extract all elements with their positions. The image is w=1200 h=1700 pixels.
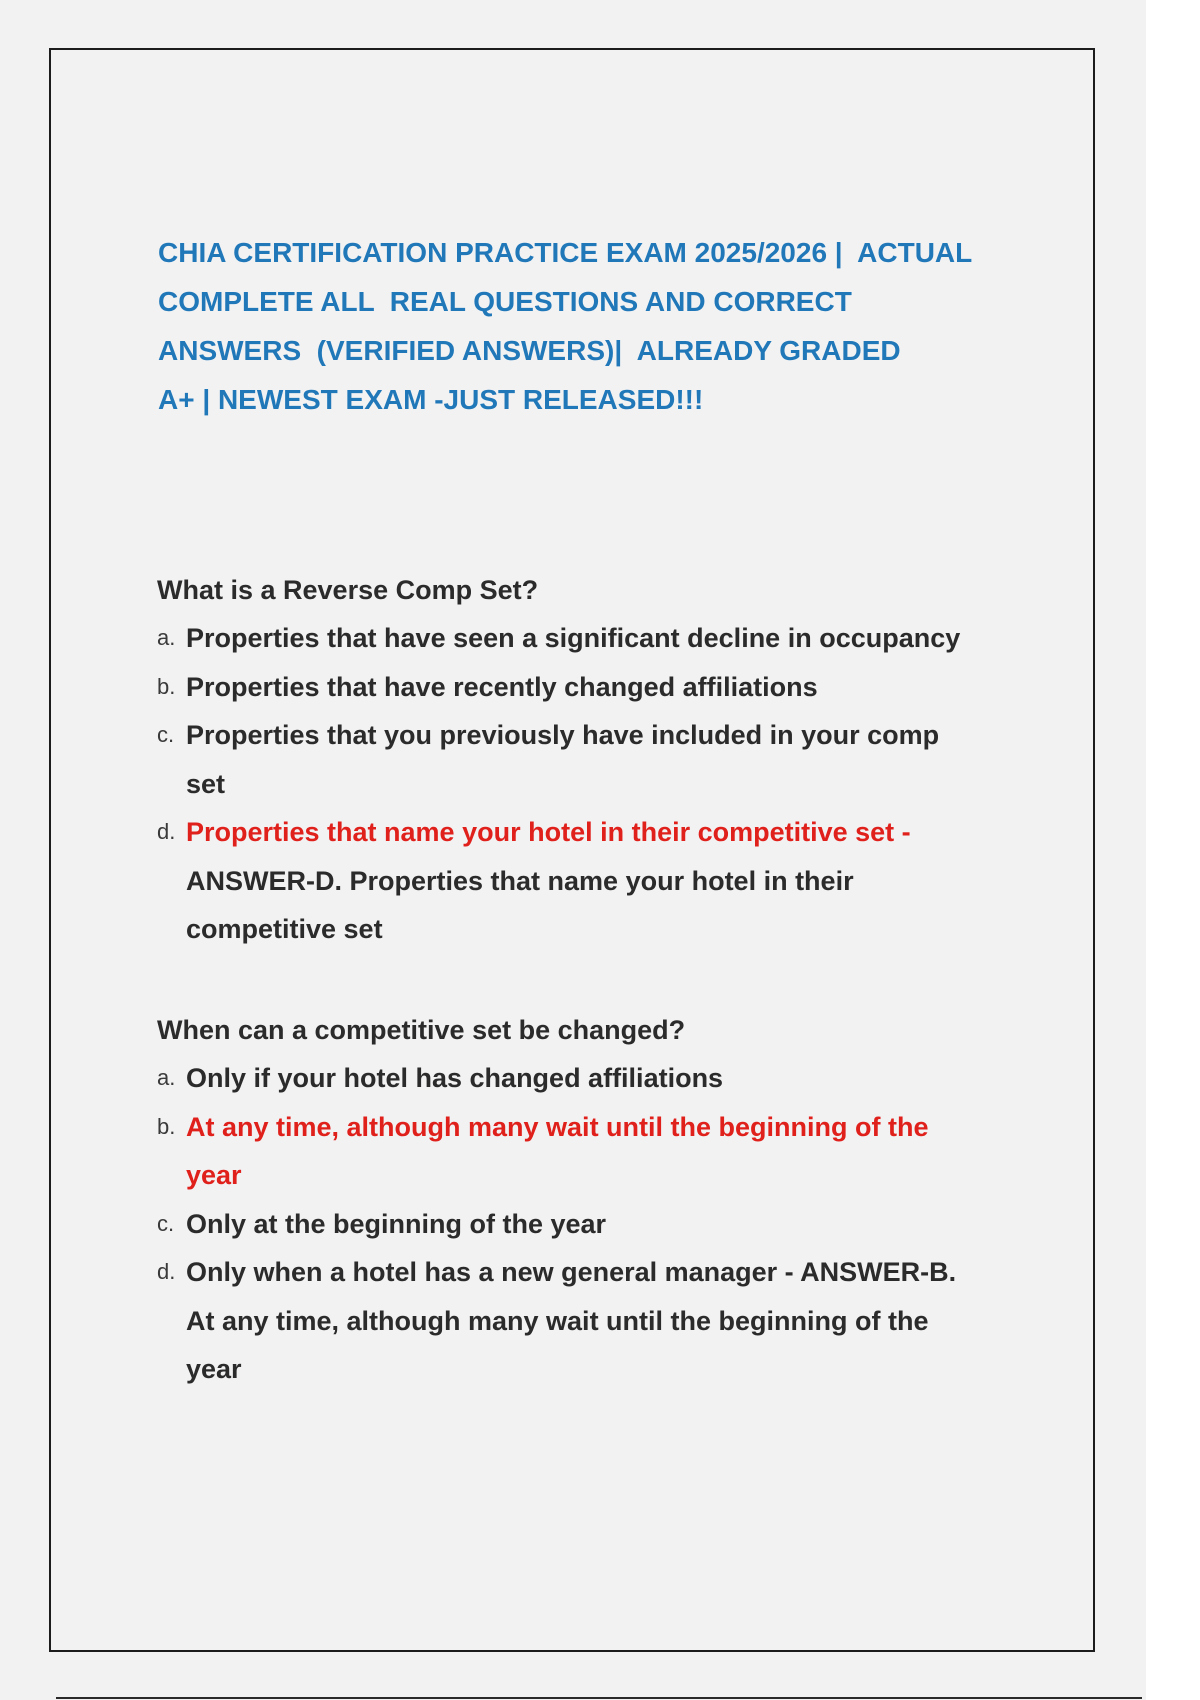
answer-option-a bbox=[157, 1054, 1037, 1103]
option-text: Only if your hotel has changed affiliations bbox=[186, 1063, 724, 1093]
answer-explanation: ANSWER-D. Properties that name your hotel in their bbox=[186, 865, 854, 896]
answer-option-b bbox=[157, 1103, 1037, 1200]
option-text: Only at the beginning of the year bbox=[186, 1208, 607, 1239]
title-line: A+ | NEWEST EXAM -JUST RELEASED!!! bbox=[158, 384, 704, 415]
option-text: Properties that you previously have included in your comp bbox=[186, 720, 940, 750]
option-letter: a. bbox=[157, 1065, 176, 1090]
answer-option-d bbox=[157, 1248, 1037, 1394]
option-letter: b. bbox=[157, 1113, 176, 1139]
answer-explanation: year bbox=[186, 1354, 242, 1384]
option-letter: d. bbox=[157, 1259, 176, 1284]
option-text: Properties that have recently changed affiliations bbox=[186, 671, 818, 702]
question-block bbox=[157, 1006, 1037, 1394]
correct-answer-highlight: year bbox=[186, 1160, 242, 1190]
option-text: Properties that have seen a significant decline in occupancy bbox=[186, 623, 961, 653]
option-letter: a. bbox=[157, 625, 176, 650]
answer-option-c bbox=[157, 711, 1037, 808]
question-text: What is a Reverse Comp Set? bbox=[157, 575, 539, 605]
answer-option-a bbox=[157, 614, 1037, 663]
page-divider bbox=[56, 1697, 1142, 1699]
correct-answer-highlight: At any time, although many wait until the beginning of the bbox=[186, 1111, 929, 1142]
option-letter: b. bbox=[157, 673, 176, 699]
correct-answer-highlight: Properties that name your hotel in their competitive set - bbox=[186, 817, 911, 847]
option-text: Only when a hotel has a new general manager - ANSWER-B. bbox=[186, 1257, 957, 1287]
question-text: When can a competitive set be changed? bbox=[157, 1015, 686, 1045]
title-line: ANSWERS (VERIFIED ANSWERS)| ALREADY GRADED bbox=[158, 335, 901, 366]
answer-explanation: At any time, although many wait until the beginning of the bbox=[186, 1305, 929, 1336]
answer-explanation: competitive set bbox=[186, 914, 383, 944]
document-title bbox=[158, 228, 1018, 424]
answer-option-d bbox=[157, 808, 1037, 954]
option-text: set bbox=[186, 768, 226, 799]
answer-option-b bbox=[157, 663, 1037, 712]
question-block bbox=[157, 566, 1037, 954]
option-letter: c. bbox=[157, 722, 175, 747]
title-line: COMPLETE ALL REAL QUESTIONS AND CORRECT bbox=[158, 286, 852, 317]
title-line: CHIA CERTIFICATION PRACTICE EXAM 2025/2026 | ACTUAL bbox=[158, 237, 973, 268]
option-letter: c. bbox=[157, 1210, 175, 1236]
answer-option-c bbox=[157, 1200, 1037, 1249]
option-letter: d. bbox=[157, 819, 176, 844]
